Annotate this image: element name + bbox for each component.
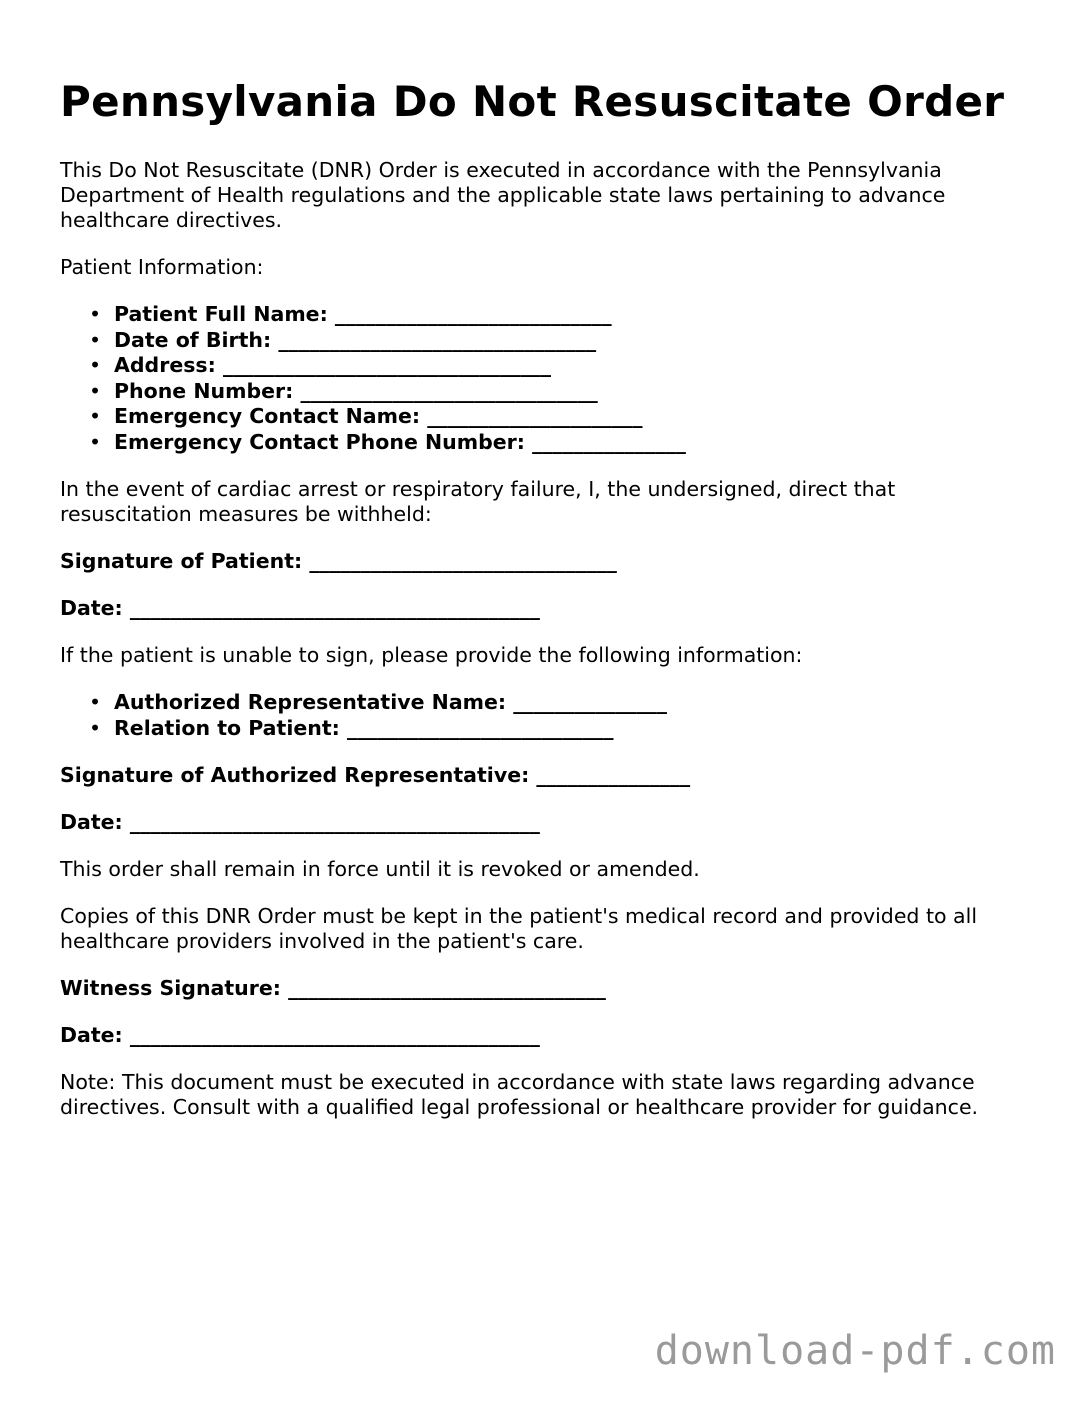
copies-paragraph: Copies of this DNR Order must be kept in the patient's medical record and provided to all healthcare providers involved in the patient's care.	[60, 904, 978, 953]
patient-signature-line: Signature of Patient: ______________________________	[60, 549, 617, 573]
address-field: Address: ________________________________	[114, 353, 551, 377]
bullet-icon: •	[89, 715, 102, 740]
witness-date-line: Date: ________________________________________	[60, 1023, 540, 1047]
representative-name-field: Authorized Representative Name: _______________	[114, 690, 667, 714]
list-item	[89, 327, 1030, 354]
patient-date-line: Date: ________________________________________	[60, 596, 540, 620]
list-item	[89, 404, 1030, 430]
phone-number-field: Phone Number: _____________________________	[114, 378, 598, 403]
withheld-statement: In the event of cardiac arrest or respiratory failure, I, the undersigned, direct that resuscitation measures be withheld:	[60, 477, 896, 526]
bullet-icon: •	[89, 429, 102, 454]
note-paragraph: Note: This document must be executed in accordance with state laws regarding advance directives. Consult with a qualified legal professional or healthcare provider for guidance.	[60, 1070, 979, 1119]
patient-full-name-field: Patient Full Name: ___________________________	[114, 302, 612, 326]
list-item	[89, 715, 1030, 742]
list-item	[89, 302, 1030, 328]
bullet-icon: •	[89, 353, 102, 377]
relation-to-patient-field: Relation to Patient: __________________________	[114, 715, 614, 740]
patient-info-heading: Patient Information:	[60, 255, 264, 279]
bullet-icon: •	[89, 690, 102, 714]
representative-signature-line: Signature of Authorized Representative: _______________	[60, 763, 691, 787]
representative-fields-list	[60, 690, 1030, 741]
bullet-icon: •	[89, 327, 102, 352]
list-item	[89, 378, 1030, 405]
bullet-icon: •	[89, 404, 102, 428]
patient-fields-list	[60, 302, 1030, 455]
document-title: Pennsylvania Do Not Resuscitate Order	[60, 77, 1005, 126]
document-page	[60, 76, 1030, 1142]
bullet-icon: •	[89, 378, 102, 403]
date-of-birth-field: Date of Birth: _______________________________	[114, 327, 597, 352]
representative-date-line: Date: ________________________________________	[60, 810, 540, 834]
witness-signature-line: Witness Signature: _______________________________	[60, 976, 606, 1000]
watermark: download-pdf.com	[654, 1328, 1056, 1374]
list-item	[89, 690, 1030, 716]
bullet-icon: •	[89, 302, 102, 326]
list-item	[89, 353, 1030, 379]
emergency-contact-phone-field: Emergency Contact Phone Number: _______________	[114, 429, 686, 454]
emergency-contact-name-field: Emergency Contact Name: _____________________	[114, 404, 643, 428]
unable-to-sign-paragraph: If the patient is unable to sign, please provide the following information:	[60, 643, 803, 667]
intro-paragraph: This Do Not Resuscitate (DNR) Order is executed in accordance with the Pennsylvania Department of Health regulations and the applicable state laws pertaining to advance healthcare directives.	[60, 158, 946, 232]
in-force-paragraph: This order shall remain in force until it is revoked or amended.	[60, 857, 700, 881]
list-item	[89, 429, 1030, 456]
